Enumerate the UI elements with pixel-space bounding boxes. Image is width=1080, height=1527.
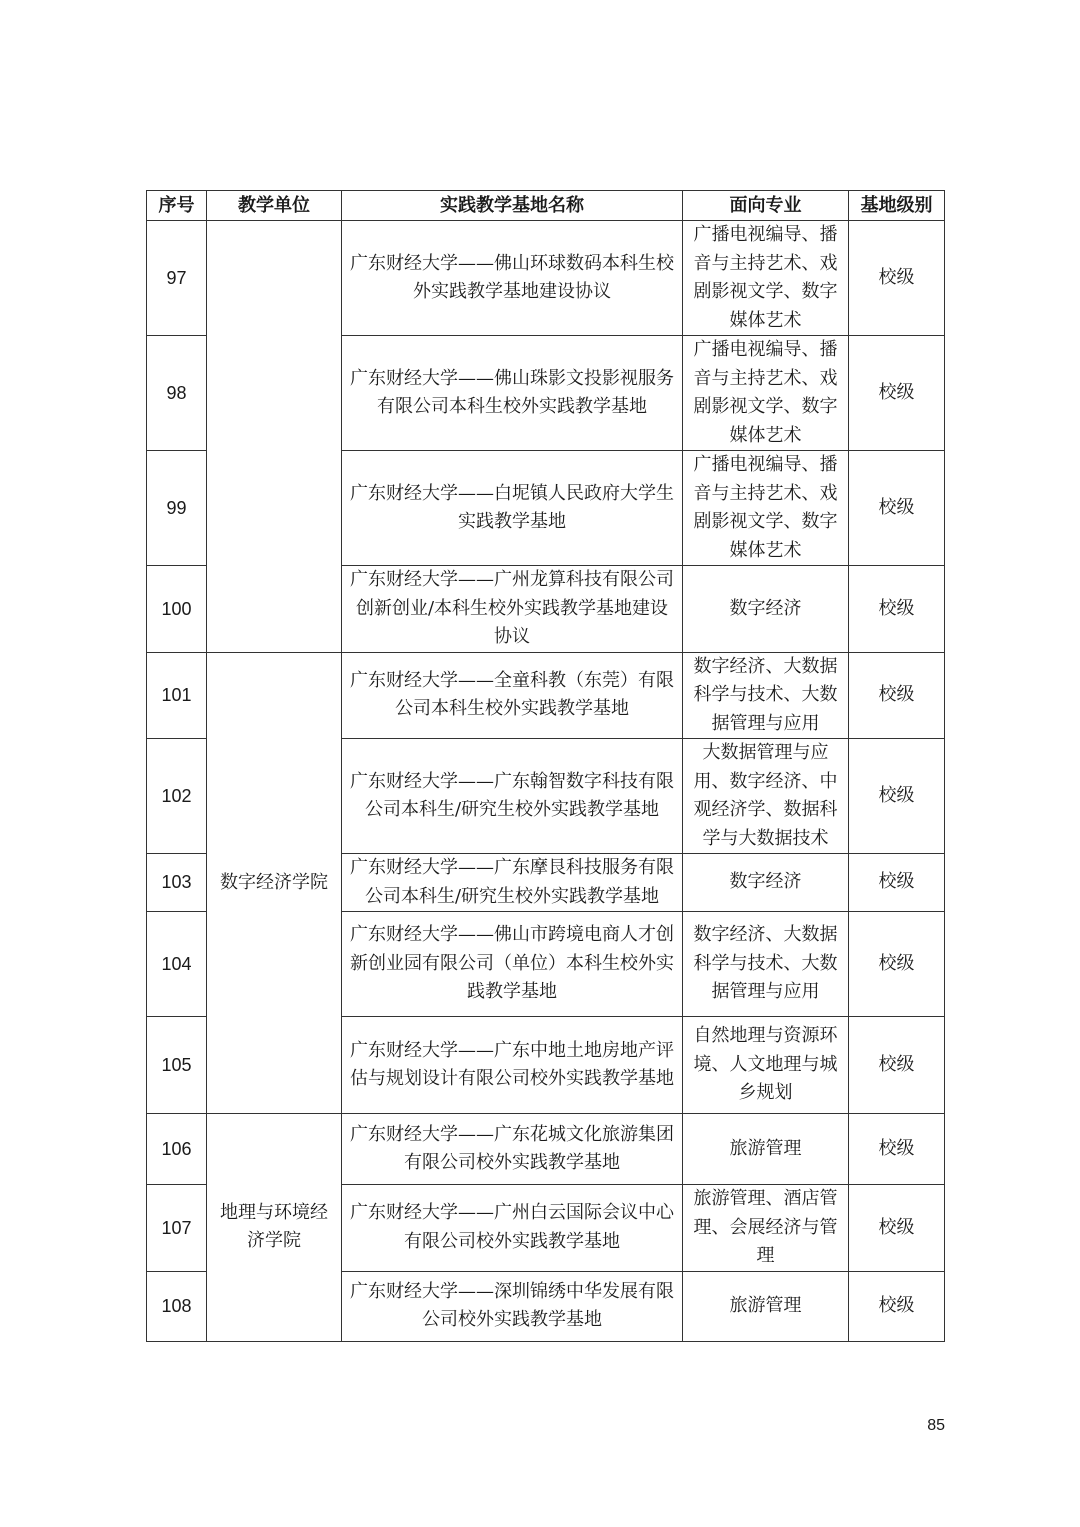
table-row [147, 221, 945, 336]
row-level: 校级 [849, 451, 945, 566]
row-major: 大数据管理与应用、数字经济、中观经济学、数据科学与大数据技术 [683, 739, 849, 854]
row-serial: 102 [147, 739, 207, 854]
row-base-name: 广东财经大学——佛山珠影文投影视服务有限公司本科生校外实践教学基地 [342, 336, 683, 451]
header-unit: 教学单位 [207, 191, 342, 221]
row-level: 校级 [849, 652, 945, 739]
row-level: 校级 [849, 336, 945, 451]
row-major: 自然地理与资源环境、人文地理与城乡规划 [683, 1017, 849, 1114]
row-major: 广播电视编导、播音与主持艺术、戏剧影视文学、数字媒体艺术 [683, 221, 849, 336]
row-serial: 105 [147, 1017, 207, 1114]
row-major: 旅游管理 [683, 1114, 849, 1185]
row-major: 广播电视编导、播音与主持艺术、戏剧影视文学、数字媒体艺术 [683, 451, 849, 566]
row-serial: 106 [147, 1114, 207, 1185]
row-serial: 99 [147, 451, 207, 566]
row-serial: 97 [147, 221, 207, 336]
row-base-name: 广东财经大学——广东摩艮科技服务有限公司本科生/研究生校外实践教学基地 [342, 854, 683, 912]
row-base-name: 广东财经大学——广东花城文化旅游集团有限公司校外实践教学基地 [342, 1114, 683, 1185]
row-level: 校级 [849, 739, 945, 854]
row-major: 旅游管理 [683, 1271, 849, 1341]
row-base-name: 广东财经大学——广东中地土地房地产评估与规划设计有限公司校外实践教学基地 [342, 1017, 683, 1114]
row-unit [207, 221, 342, 653]
row-major: 数字经济 [683, 566, 849, 653]
row-base-name: 广东财经大学——白坭镇人民政府大学生实践教学基地 [342, 451, 683, 566]
row-major: 广播电视编导、播音与主持艺术、戏剧影视文学、数字媒体艺术 [683, 336, 849, 451]
row-level: 校级 [849, 1114, 945, 1185]
table-header-row [147, 191, 945, 221]
row-major: 数字经济、大数据科学与技术、大数据管理与应用 [683, 912, 849, 1017]
row-level: 校级 [849, 566, 945, 653]
row-serial: 104 [147, 912, 207, 1017]
row-serial: 103 [147, 854, 207, 912]
row-serial: 107 [147, 1185, 207, 1272]
practice-base-table [146, 190, 945, 1342]
row-base-name: 广东财经大学——深圳锦绣中华发展有限公司校外实践教学基地 [342, 1271, 683, 1341]
header-major: 面向专业 [683, 191, 849, 221]
table-row [147, 1114, 945, 1185]
row-serial: 101 [147, 652, 207, 739]
header-serial: 序号 [147, 191, 207, 221]
row-base-name: 广东财经大学——全童科教（东莞）有限公司本科生校外实践教学基地 [342, 652, 683, 739]
row-base-name: 广东财经大学——广州龙算科技有限公司创新创业/本科生校外实践教学基地建设协议 [342, 566, 683, 653]
page-number: 85 [927, 1417, 945, 1434]
row-serial: 98 [147, 336, 207, 451]
header-base-name: 实践教学基地名称 [342, 191, 683, 221]
row-major: 数字经济 [683, 854, 849, 912]
row-level: 校级 [849, 1017, 945, 1114]
table-row [147, 652, 945, 739]
row-base-name: 广东财经大学——佛山环球数码本科生校外实践教学基地建设协议 [342, 221, 683, 336]
row-level: 校级 [849, 912, 945, 1017]
row-base-name: 广东财经大学——佛山市跨境电商人才创新创业园有限公司（单位）本科生校外实践教学基地 [342, 912, 683, 1017]
row-level: 校级 [849, 854, 945, 912]
row-unit: 数字经济学院 [207, 652, 342, 1114]
row-level: 校级 [849, 221, 945, 336]
row-level: 校级 [849, 1185, 945, 1272]
row-level: 校级 [849, 1271, 945, 1341]
row-serial: 108 [147, 1271, 207, 1341]
row-serial: 100 [147, 566, 207, 653]
row-unit: 地理与环境经济学院 [207, 1114, 342, 1342]
row-base-name: 广东财经大学——广东翰智数字科技有限公司本科生/研究生校外实践教学基地 [342, 739, 683, 854]
row-major: 旅游管理、酒店管理、会展经济与管理 [683, 1185, 849, 1272]
header-level: 基地级别 [849, 191, 945, 221]
row-major: 数字经济、大数据科学与技术、大数据管理与应用 [683, 652, 849, 739]
row-base-name: 广东财经大学——广州白云国际会议中心有限公司校外实践教学基地 [342, 1185, 683, 1272]
